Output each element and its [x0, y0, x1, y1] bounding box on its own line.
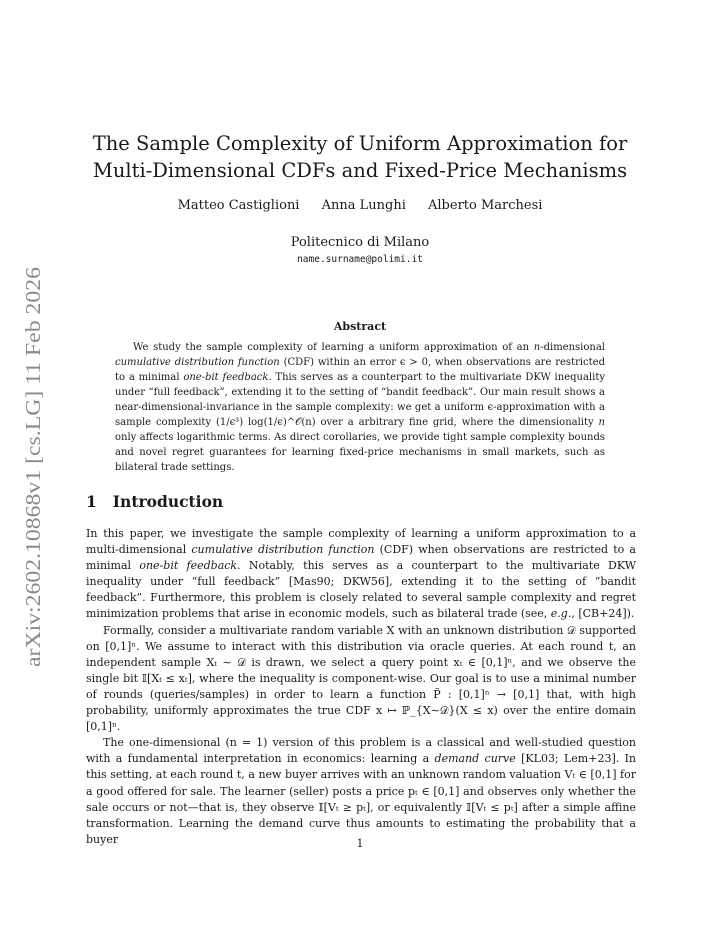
- section-title: Introduction: [112, 492, 224, 511]
- page-number: 1: [356, 837, 364, 850]
- abstract-emphasis: one-bit feedback: [183, 372, 269, 383]
- abstract-text: (CDF) within an error ϵ > 0, when observations are restricted to a minimal: [115, 357, 605, 383]
- paragraph-text: In this paper, we investigate the sample complexity of learning a uniform approximation to a multi-dimensional: [86, 527, 636, 557]
- abstract-text: . This serves as a counterpart to the multivariate DKW inequality under “full feedback”, extending it to the setting of “bandit feedback”. Our main result shows a near-dimensional-invariance in the sample complexity: we get a uniform ϵ-approximation with a sample complexity: [115, 372, 605, 428]
- paragraph: [86, 735, 636, 848]
- abstract-math: n: [533, 342, 541, 353]
- author-name: Anna Lunghi: [321, 198, 406, 213]
- paragraph-emphasis: cumulative distribution function: [191, 543, 375, 557]
- abstract-text: We study the sample complexity of learning a uniform approximation of an: [133, 342, 534, 353]
- paragraph-text: [KL03; Lem+23]. In this setting, at each round t, a new buyer arrives with an unknown random valuation Vₜ ∈ [0,1] for a good offered for sale. The learner (seller) posts a price pₜ ∈ [0,1] and observes only whether the sale occurs or not—that is, they observe 𝕀[Vₜ ≥ pₜ], or equivalently 𝕀[Vₜ ≤ pₜ] after a simple affine transformation. Learning the demand curve thus amounts to estimating the probability that a buyer: [86, 752, 637, 846]
- paper-title-line-1: The Sample Complexity of Uniform Approximation for: [92, 132, 628, 155]
- author-name: Alberto Marchesi: [428, 198, 543, 213]
- contact-email: name.surname@polimi.it: [297, 254, 423, 265]
- abstract-emphasis: cumulative distribution function: [115, 357, 280, 368]
- paper-title-line-2: Multi-Dimensional CDFs and Fixed-Price Mechanisms: [92, 159, 628, 182]
- abstract-text: only affects logarithmic terms. As direct corollaries, we provide tight sample complexity bounds and novel regret guarantees for learning fixed-price mechanisms in small markets, such as bilateral trade settings.: [115, 432, 605, 473]
- author-list: [0, 198, 720, 213]
- paragraph: Formally, consider a multivariate random variable X with an unknown distribution 𝒟 supported on [0,1]ⁿ. We assume to interact with this distribution via oracle queries. At each round t, an independent sample Xₜ ∼ 𝒟 is drawn, we select a query point xₜ ∈ [0,1]ⁿ, and we observe the single bit 𝕀[Xₜ ≤ xₜ], where the inequality is component-wise. Our goal is to use a minimal number of rounds (queries/samples) in order to learn a function P̃ : [0,1]ⁿ → [0,1] that, with high probability, uniformly approximates the true CDF x ↦ ℙ_{X∼𝒟}(X ≤ x) over the entire domain [0,1]ⁿ.: [86, 623, 636, 734]
- abstract-text: over a arbitrary fine grid, where the dimensionality: [315, 417, 599, 428]
- abstract-body: [115, 340, 605, 475]
- paragraph-emphasis: e.g.: [550, 607, 572, 621]
- section-body: [86, 526, 636, 848]
- paragraph-text: , [CB+24]).: [571, 607, 635, 621]
- abstract-text: -dimensional: [540, 342, 605, 353]
- abstract-heading: Abstract: [333, 320, 387, 333]
- paragraph-emphasis: one-bit feedback: [139, 559, 238, 573]
- paragraph-text: The one-dimensional (n = 1) version of this problem is a classical and well-studied question with a fundamental interpretation in economics: learning a: [86, 736, 636, 766]
- paragraph: [86, 526, 636, 623]
- paragraph-emphasis: demand curve: [434, 752, 516, 766]
- author-name: Matteo Castiglioni: [177, 198, 300, 213]
- section-heading: [86, 492, 223, 511]
- abstract-formula: (1/ϵ³) log(1/ϵ)^𝒪(n): [215, 417, 316, 428]
- affiliation: Politecnico di Milano: [290, 235, 430, 250]
- paper-title: [0, 130, 720, 184]
- paragraph-text: . Notably, this serves as a counterpart to the multivariate DKW inequality under “full feedback” [Mas90; DKW56], extending it to the setting of “bandit feedback”. Furthermore, this problem is closely related to several sample complexity and regret minimization problems that arise in economic models, such as bilateral trade (see,: [86, 559, 637, 621]
- arxiv-identifier-text: arXiv:2602.10868v1 [cs.LG] 11 Feb 2026: [21, 313, 45, 667]
- paragraph-text: (CDF) when observations are restricted to a minimal: [86, 543, 636, 573]
- section-number: 1: [86, 492, 97, 511]
- abstract-math: n: [598, 417, 605, 428]
